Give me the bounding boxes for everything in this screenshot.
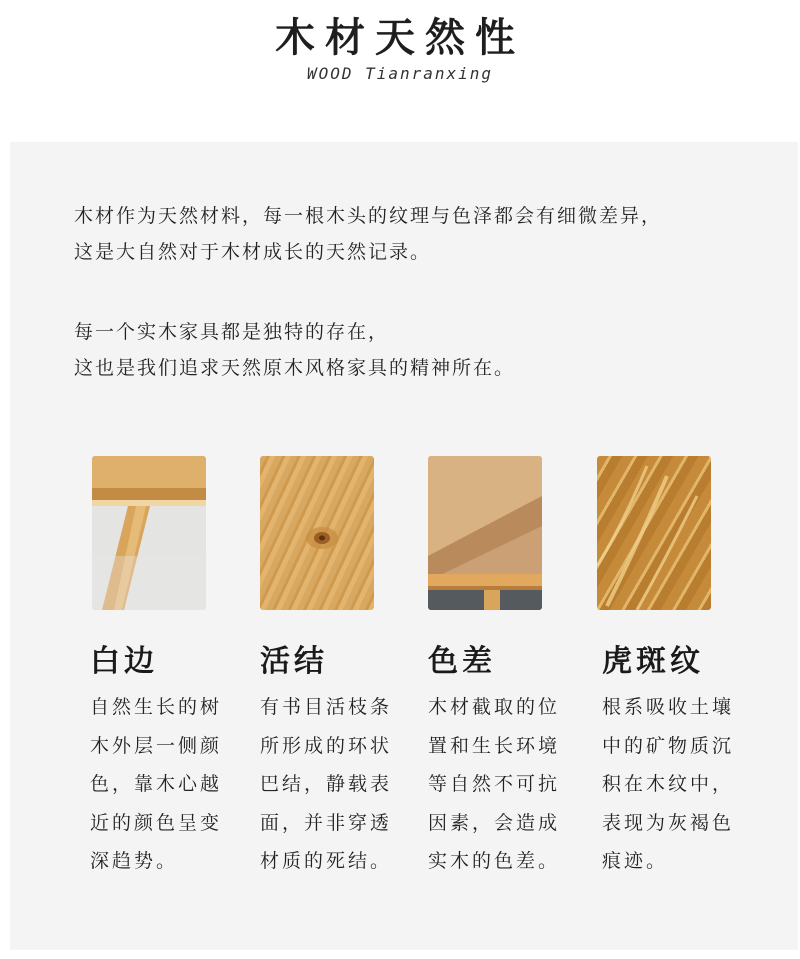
feature-title-tiger-stripe: 虎斑纹: [602, 644, 704, 679]
desc-line: 深趋势。: [90, 850, 179, 872]
sapwood-photo: [92, 456, 206, 610]
desc-line: 表现为灰褐色: [602, 811, 735, 834]
feature-title-knot: 活结: [260, 644, 328, 679]
desc-line: 中的矿物质沉: [602, 734, 735, 757]
page-title: 木材天然性: [275, 14, 525, 61]
desc-line: 积在木纹中，: [602, 773, 735, 795]
feature-desc-color: [428, 688, 578, 881]
knot-photo: [260, 456, 374, 610]
desc-line: 有书目活枝条: [260, 696, 393, 718]
desc-line: 材质的死结。: [260, 850, 393, 872]
desc-line: 等自然不可抗: [428, 773, 561, 795]
desc-line: 面，并非穿透: [260, 811, 393, 834]
content-panel: [10, 142, 798, 950]
desc-line: 近的颜色呈变: [90, 811, 223, 834]
feature-desc-sapwood: [90, 688, 240, 881]
desc-line: 置和生长环境: [428, 734, 561, 757]
color-difference-photo: [428, 456, 542, 610]
intro-line: 每一个实木家具都是独特的存在，: [74, 321, 390, 343]
feature-desc-tiger-stripe: [602, 688, 752, 881]
tiger-stripe-photo: [597, 456, 711, 610]
desc-line: 痕迹。: [602, 850, 669, 872]
intro-line: 木材作为天然材料，每一根木头的纹理与色泽都会有细微差异，: [74, 205, 663, 227]
desc-line: 根系吸收土壤: [602, 696, 735, 718]
desc-line: 自然生长的树: [90, 696, 223, 718]
desc-line: 木外层一侧颜: [90, 734, 223, 757]
feature-title-sapwood: 白边: [90, 644, 158, 679]
intro-paragraph-2: [74, 314, 515, 386]
desc-line: 色，靠木心越: [90, 773, 223, 795]
feature-title-color: 色差: [428, 644, 496, 679]
intro-paragraph-1: [74, 198, 662, 270]
page-header: [0, 0, 800, 140]
desc-line: 所形成的环状: [260, 734, 393, 757]
intro-line: 这是大自然对于木材成长的天然记录。: [74, 241, 432, 263]
desc-line: 因素，会造成: [428, 811, 561, 834]
desc-line: 巴结，静载表: [260, 773, 393, 795]
intro-line: 这也是我们追求天然原木风格家具的精神所在。: [74, 357, 516, 379]
desc-line: 实木的色差。: [428, 850, 561, 872]
page-subtitle: WOOD Tianranxing: [306, 64, 494, 83]
desc-line: 木材截取的位: [428, 696, 561, 718]
feature-desc-knot: [260, 688, 410, 881]
